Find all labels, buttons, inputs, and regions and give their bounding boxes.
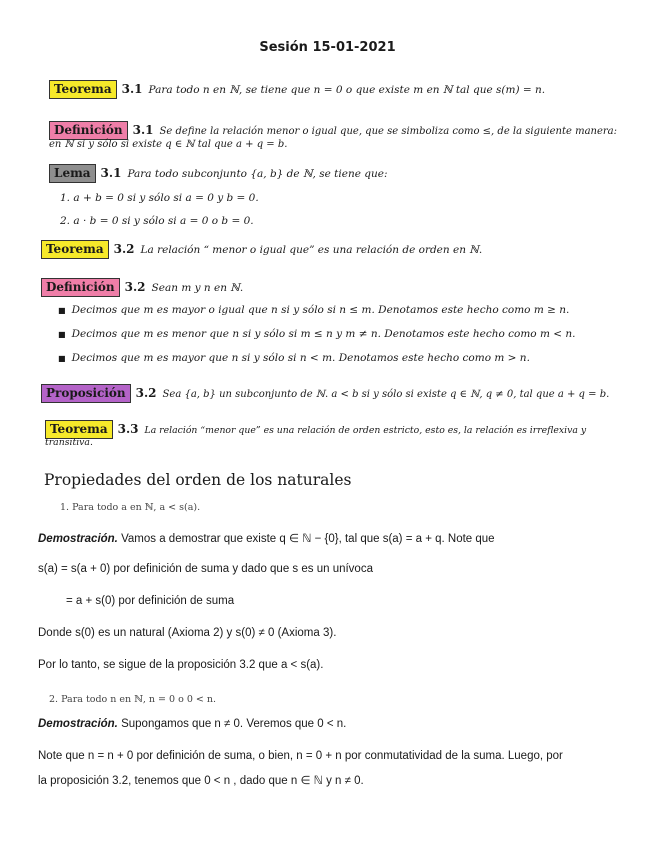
- theorem-3-3: [45, 420, 586, 439]
- definition-number: 3.1: [132, 123, 154, 137]
- theorem-tag: Teorema: [49, 80, 117, 99]
- theorem-text-line1: La relación “menor que” es una relación de orden estricto, esto es, la relación es irreflexiva y: [144, 425, 587, 436]
- definition-bullet: ■ Decimos que m es menor que n si y sólo si m ≤ n y m ≠ n. Denotamos este hecho como m < n.: [58, 328, 576, 340]
- proof-label: Demostración.: [38, 533, 118, 545]
- definition-text-line2: en ℕ si y sólo si existe q ∈ ℕ tal que a + q = b.: [49, 139, 288, 150]
- definition-text-line1: Se define la relación menor o igual que, que se simboliza como ≤, de la siguiente manera:: [159, 126, 618, 137]
- definition-bullet: ■ Decimos que m es mayor o igual que n si y sólo si n ≤ m. Denotamos este hecho como m ≥ n.: [58, 304, 570, 316]
- theorem-3-2: [41, 240, 482, 259]
- page-title: Sesión 15-01-2021: [259, 40, 396, 55]
- definition-3-1: [49, 121, 617, 140]
- definition-tag: Definición: [41, 278, 120, 297]
- theorem-tag: Teorema: [45, 420, 113, 439]
- proposition-3-2: [41, 384, 609, 403]
- theorem-number: 3.3: [117, 422, 139, 436]
- definition-number: 3.2: [124, 280, 146, 294]
- lemma-item: 2. a · b = 0 si y sólo si a = 0 o b = 0.: [60, 215, 254, 227]
- theorem-number: 3.1: [121, 82, 143, 96]
- theorem-text-line2: transitiva.: [45, 437, 93, 448]
- lemma-item: 1. a + b = 0 si y sólo si a = 0 y b = 0.: [60, 192, 259, 204]
- proposition-text: Sea {a, b} un subconjunto de ℕ. a < b si y sólo si existe q ∈ ℕ, q ≠ 0, tal que a + q = b.: [162, 389, 610, 400]
- definition-tag: Definición: [49, 121, 128, 140]
- definition-3-2: [41, 278, 243, 297]
- proof-2-line: Demostración. Supongamos que n ≠ 0. Veremos que 0 < n.: [38, 718, 347, 730]
- proof-2-line: la proposición 3.2, tenemos que 0 < n , dado que n ∈ ℕ y n ≠ 0.: [38, 775, 364, 787]
- lemma-tag: Lema: [49, 164, 96, 183]
- lemma-3-1: [49, 164, 388, 183]
- proof-label: Demostración.: [38, 718, 118, 730]
- proposition-tag: Proposición: [41, 384, 131, 403]
- proof-2-line: Note que n = n + 0 por definición de suma, o bien, n = 0 + n por conmutatividad de la suma. Luego, por: [38, 750, 563, 762]
- theorem-tag: Teorema: [41, 240, 109, 259]
- property-item-1: 1. Para todo a en ℕ, a < s(a).: [60, 502, 201, 513]
- theorem-text: La relación “ menor o igual que” es una relación de orden en ℕ.: [140, 244, 483, 256]
- theorem-3-1: [49, 80, 545, 99]
- proposition-number: 3.2: [135, 386, 157, 400]
- proof-1-line: Por lo tanto, se sigue de la proposición 3.2 que a < s(a).: [38, 659, 324, 671]
- proof-1-line: Donde s(0) es un natural (Axioma 2) y s(0) ≠ 0 (Axioma 3).: [38, 627, 337, 639]
- property-item-2: 2. Para todo n en ℕ, n = 0 o 0 < n.: [49, 694, 217, 705]
- lemma-text: Para todo subconjunto {a, b} de ℕ, se tiene que:: [127, 168, 388, 180]
- proof-1-line: s(a) = s(a + 0) por definición de suma y dado que s es un unívoca: [38, 563, 373, 575]
- section-heading: Propiedades del orden de los naturales: [44, 471, 352, 489]
- proof-1-line: Demostración. Vamos a demostrar que existe q ∈ ℕ − {0}, tal que s(a) = a + q. Note que: [38, 533, 495, 545]
- definition-text: Sean m y n en ℕ.: [151, 282, 244, 294]
- lemma-number: 3.1: [100, 166, 122, 180]
- theorem-number: 3.2: [113, 242, 135, 256]
- theorem-text: Para todo n en ℕ, se tiene que n = 0 o que existe m en ℕ tal que s(m) = n.: [148, 84, 546, 96]
- definition-bullet: ■ Decimos que m es mayor que n si y sólo si n < m. Denotamos este hecho como m > n.: [58, 352, 530, 364]
- proof-1-line: = a + s(0) por definición de suma: [66, 595, 235, 607]
